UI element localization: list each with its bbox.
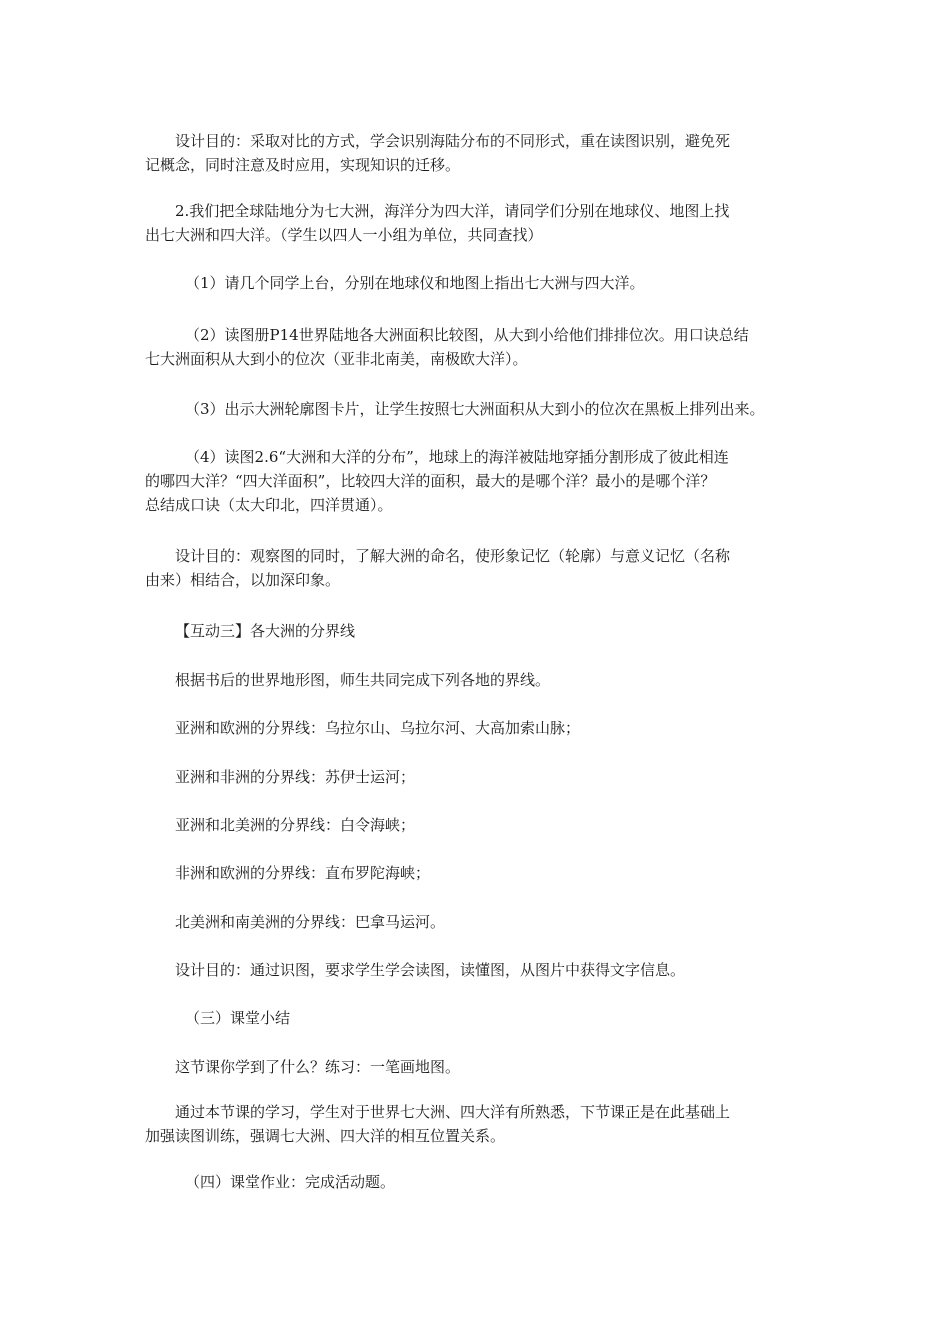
text-line: 亚洲和非洲的分界线：苏伊士运河； <box>175 768 416 786</box>
section-homework <box>145 1170 815 1194</box>
text-line: 记概念，同时注意及时应用，实现知识的迁移。 <box>145 156 461 174</box>
section-class-summary <box>145 1006 815 1030</box>
design-purpose-paragraph-2 <box>145 544 815 592</box>
text-line: 北美洲和南美洲的分界线：巴拿马运河。 <box>175 913 446 931</box>
design-purpose-paragraph-1 <box>145 129 815 177</box>
text-line: 由来）相结合，以加深印象。 <box>145 571 341 589</box>
text-line: 通过本节课的学习，学生对于世界七大洲、四大洋有所熟悉，下节课正是在此基础上 <box>175 1103 731 1121</box>
interaction-3-heading <box>145 619 815 643</box>
boundary-instruction <box>145 668 815 692</box>
text-line: 出七大洲和四大洋。（学生以四人一小组为单位，共同查找） <box>145 226 543 244</box>
text-line: 这节课你学到了什么？练习：一笔画地图。 <box>175 1058 461 1076</box>
summary-question <box>145 1055 815 1079</box>
text-line: 【互动三】各大洲的分界线 <box>175 622 356 640</box>
boundary-north-south-america <box>145 910 815 934</box>
item-2-paragraph <box>145 199 815 247</box>
text-line: 设计目的：采取对比的方式，学会识别海陆分布的不同形式，重在读图识别，避免死 <box>175 132 731 150</box>
text-line: （2）读图册P14世界陆地各大洲面积比较图，从大到小给他们排排位次。用口诀总结 <box>185 326 749 344</box>
text-line: 非洲和欧洲的分界线：直布罗陀海峡； <box>175 864 431 882</box>
text-line: 加强读图训练，强调七大洲、四大洋的相互位置关系。 <box>145 1127 506 1145</box>
text-line: 的哪四大洋？“四大洋面积”，比较四大洋的面积，最大的是哪个洋？最小的是哪个洋？ <box>145 472 716 490</box>
text-line: 设计目的：观察图的同时，了解大洲的命名，使形象记忆（轮廓）与意义记忆（名称 <box>175 547 731 565</box>
sub-item-2 <box>145 323 815 371</box>
sub-item-1 <box>145 271 815 295</box>
text-line: （三）课堂小结 <box>185 1009 291 1027</box>
text-line: （4）读图2.6“大洲和大洋的分布”，地球上的海洋被陆地穿插分割形成了彼此相连 <box>185 448 729 466</box>
text-line: （3）出示大洲轮廓图卡片，让学生按照七大洲面积从大到小的位次在黑板上排列出来。 <box>185 400 765 418</box>
sub-item-3 <box>145 397 815 421</box>
text-line: （1）请几个同学上台，分别在地球仪和地图上指出七大洲与四大洋。 <box>185 274 645 292</box>
text-line: 亚洲和北美洲的分界线：白令海峡； <box>175 816 416 834</box>
boundary-africa-europe <box>145 861 815 885</box>
boundary-asia-europe <box>145 716 815 740</box>
boundary-asia-north-america <box>145 813 815 837</box>
text-line: （四）课堂作业：完成活动题。 <box>185 1173 396 1191</box>
text-line: 七大洲面积从大到小的位次（亚非北南美，南极欧大洋）。 <box>145 350 528 368</box>
boundary-asia-africa <box>145 765 815 789</box>
text-line: 2.我们把全球陆地分为七大洲，海洋分为四大洋，请同学们分别在地球仪、地图上找 <box>175 202 730 220</box>
text-line: 根据书后的世界地形图，师生共同完成下列各地的界线。 <box>175 671 551 689</box>
summary-paragraph <box>145 1100 815 1148</box>
design-purpose-paragraph-3 <box>145 958 815 982</box>
sub-item-4 <box>145 445 815 517</box>
text-line: 亚洲和欧洲的分界线：乌拉尔山、乌拉尔河、大高加索山脉； <box>175 719 581 737</box>
text-line: 设计目的：通过识图，要求学生学会读图，读懂图，从图片中获得文字信息。 <box>175 961 686 979</box>
text-line: 总结成口诀（太大印北，四洋贯通）。 <box>145 496 393 514</box>
